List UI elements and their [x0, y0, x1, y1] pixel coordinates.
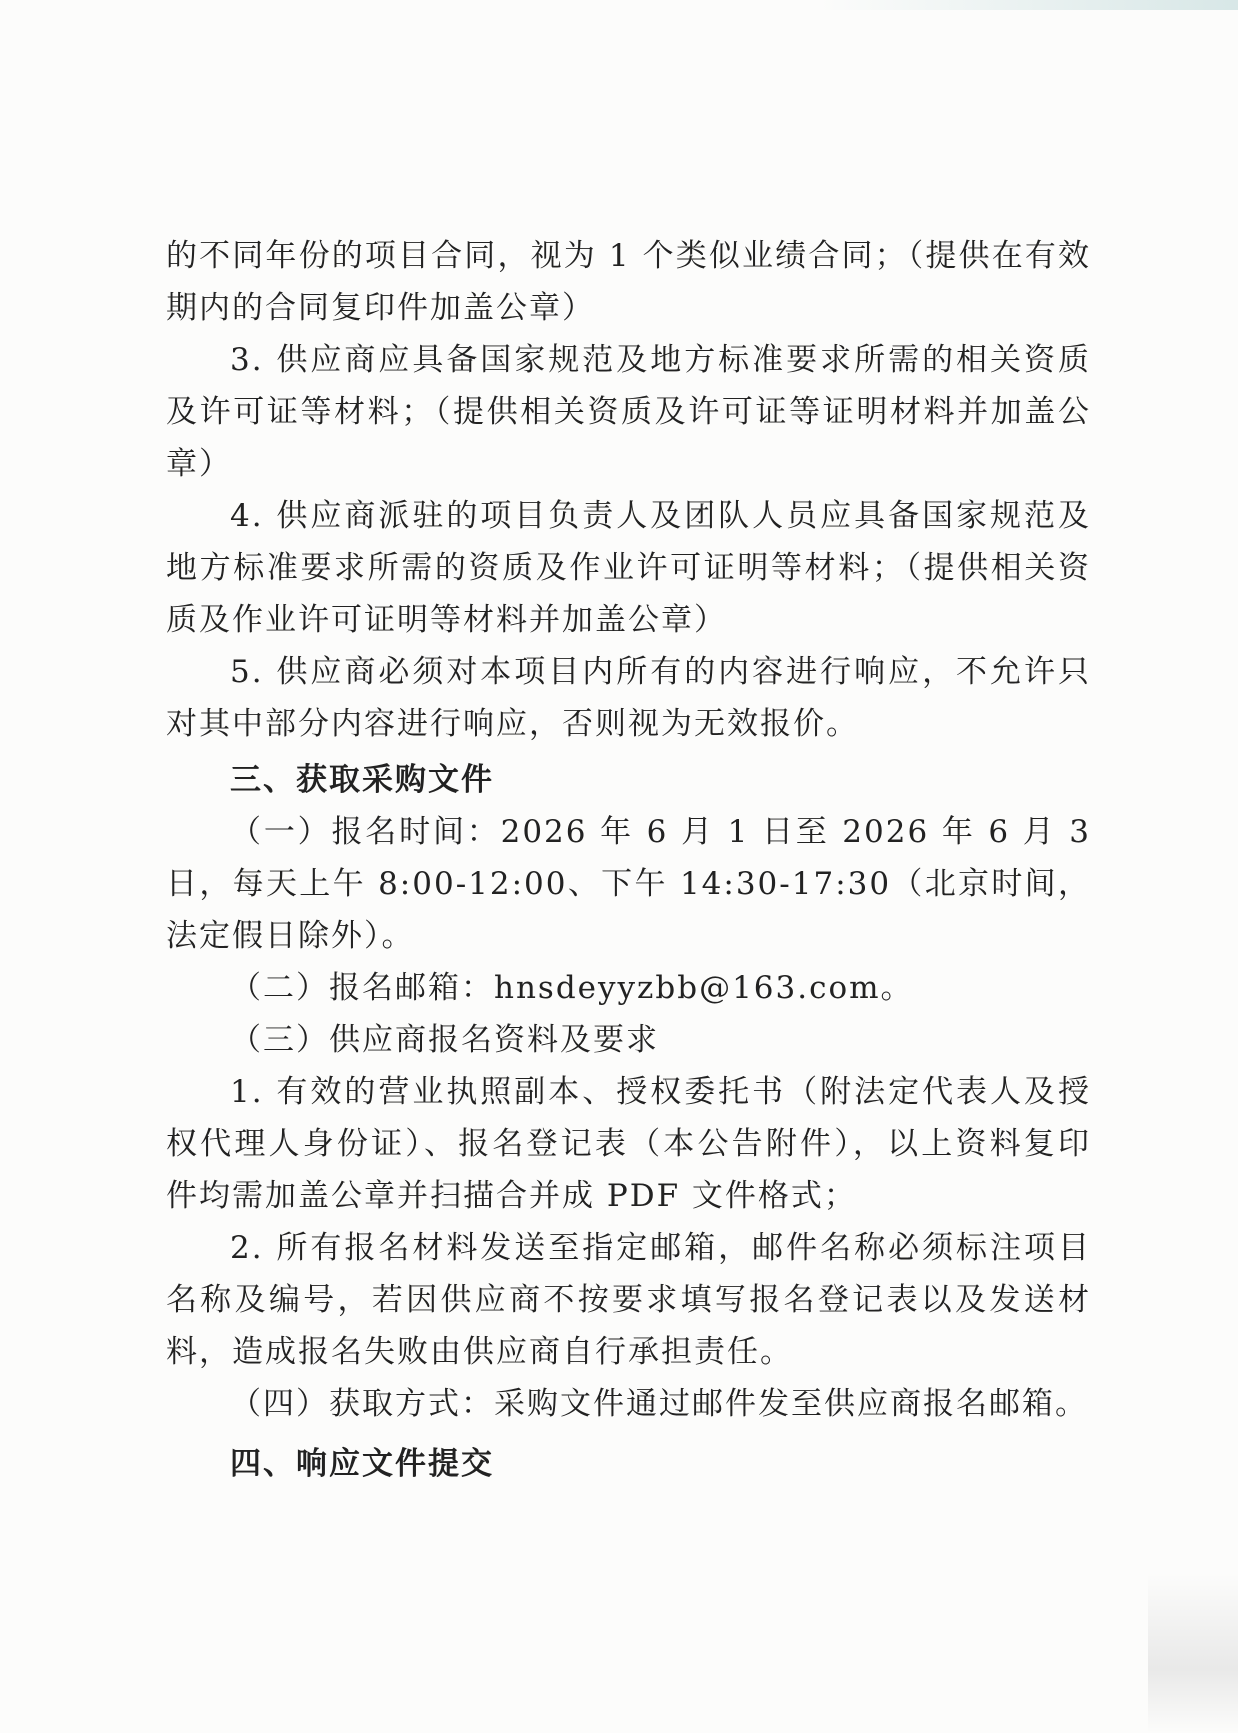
paragraph-acquisition-method: （四）获取方式：采购文件通过邮件发至供应商报名邮箱。	[230, 1386, 1088, 1422]
scan-edge-shadow-bottom	[1148, 1573, 1238, 1733]
paragraph-performance-contract: 的不同年份的项目合同，视为 1 个类似业绩合同；（提供在有效期内的合同复印件加盖公章）	[166, 238, 1091, 326]
paragraph-requirement-4: 4. 供应商派驻的项目负责人及团队人员应具备国家规范及地方标准要求所需的资质及作业许可证明等材料；（提供相关资质及作业许可证明等材料并加盖公章）	[166, 498, 1091, 638]
document-body	[166, 230, 1091, 1490]
paragraph-registration-materials-title: （三）供应商报名资料及要求	[230, 1022, 659, 1058]
scan-edge-shadow-top	[818, 0, 1238, 10]
paragraph-registration-email: （二）报名邮箱：hnsdeyyzbb@163.com。	[230, 970, 914, 1006]
section-heading-4: 四、响应文件提交	[230, 1446, 494, 1482]
paragraph-material-1: 1. 有效的营业执照副本、授权委托书（附法定代表人及授权代理人身份证）、报名登记表（本公告附件），以上资料复印件均需加盖公章并扫描合并成 PDF 文件格式；	[166, 1074, 1091, 1214]
paragraph-material-2: 2. 所有报名材料发送至指定邮箱，邮件名称必须标注项目名称及编号，若因供应商不按要求填写报名登记表以及发送材料，造成报名失败由供应商自行承担责任。	[166, 1230, 1091, 1370]
paragraph-requirement-5: 5. 供应商必须对本项目内所有的内容进行响应，不允许只对其中部分内容进行响应，否则视为无效报价。	[166, 654, 1091, 742]
paragraph-registration-time: （一）报名时间：2026 年 6 月 1 日至 2026 年 6 月 3 日，每天上午 8:00-12:00、下午 14:30-17:30（北京时间，法定假日除外）。	[166, 814, 1091, 954]
paragraph-requirement-3: 3. 供应商应具备国家规范及地方标准要求所需的相关资质及许可证等材料；（提供相关资质及许可证等证明材料并加盖公章）	[166, 342, 1091, 482]
section-heading-3: 三、获取采购文件	[230, 762, 494, 798]
